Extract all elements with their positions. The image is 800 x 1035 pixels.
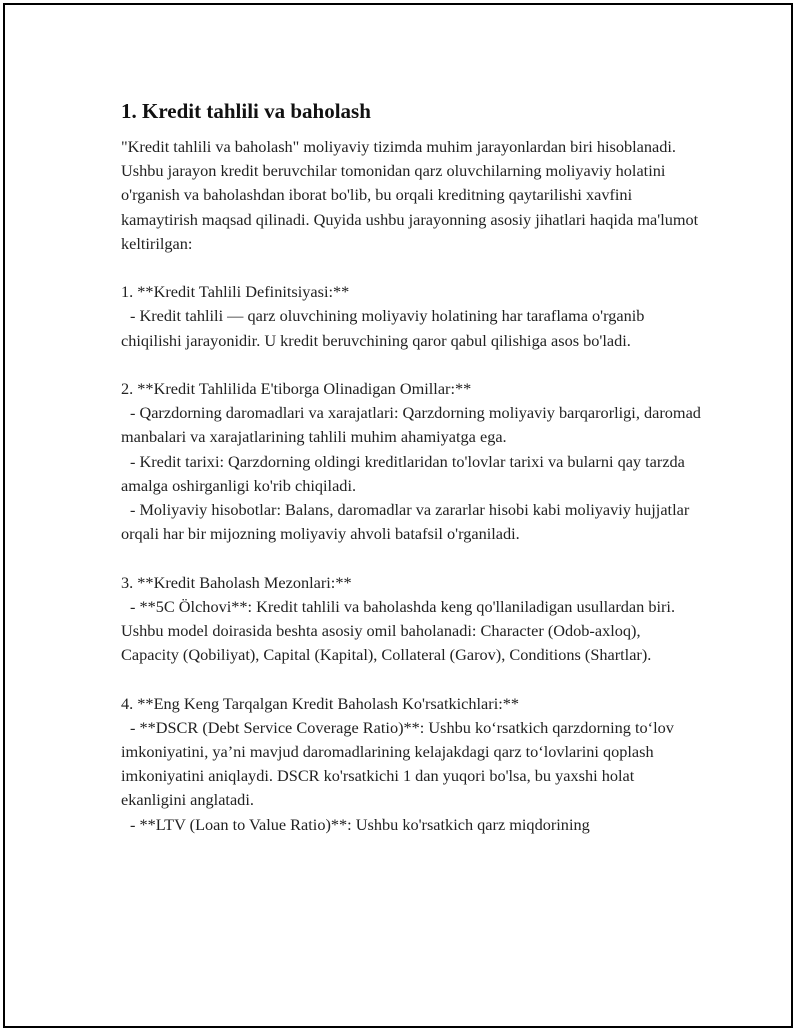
section-item: - Moliyaviy hisobotlar: Balans, daromadlar va zararlar hisobi kabi moliyaviy hujjatlar orqali har bir mijozning moliyaviy ahvoli batafsil o'rganiladi. [121, 500, 690, 544]
spacer [121, 667, 701, 691]
spacer [121, 353, 701, 377]
section-item: - **5C Ölchovi**: Kredit tahlili va baholashda keng qo'llaniladigan usullardan biri. Ushbu model doirasida beshta asosiy omil baholanadi: Character (Odob-axloq), Capacity (Qobiliyat), Capital (Kapital), Collateral (Garov), Conditions (Shartlar). [121, 596, 676, 665]
section-title: 2. **Kredit Tahlilida E'tiborga Olinadigan Omillar:** [121, 379, 472, 398]
section-item: - Kredit tahlili — qarz oluvchining moliyaviy holatining har taraflama o'rganib chiqilishi jarayonidir. U kredit beruvchining qaror qabul qilishiga asos bo'ladi. [121, 306, 645, 350]
section-item: - Qarzdorning daromadlari va xarajatlari: Qarzdorning moliyaviy barqarorligi, daromad manbalari va xarajatlarining tahlili muhim ahamiyatga ega. [121, 403, 701, 447]
section-title: 3. **Kredit Baholash Mezonlari:** [121, 572, 352, 592]
document-page [3, 3, 793, 1028]
section-item: - **LTV (Loan to Value Ratio)**: Ushbu ko'rsatkich qarz miqdorining [129, 814, 590, 834]
section-item: - Kredit tarixi: Qarzdorning oldingi kreditlaridan to'lovlar tarixi va bularni qay tarzda amalga oshirganligi ko'rib chiqiladi. [121, 451, 685, 495]
section-item: - **DSCR (Debt Service Coverage Ratio)**: Ushbu ko‘rsatkich qarzdorning to‘lov imkoniyatini, ya’ni mavjud daromadlarining kelajakdagi qarz to‘lovlarini qoplash imkoniyatini aniqlaydi. DSCR ko'rsatkichi 1 dan yuqori bo'lsa, bu yaxshi holat ekanligini anglatadi. [121, 717, 674, 810]
spacer [121, 546, 701, 570]
section-4 [121, 692, 701, 837]
intro-paragraph: "Kredit tahlili va baholash" moliyaviy tizimda muhim jarayonlardan biri hisoblanadi. Ushbu jarayon kredit beruvchilar tomonidan qarz oluvchilarning moliyaviy holatini o'rganish va baholashdan iborat bo'lib, bu orqali kreditning qaytarilishi xavfini kamaytirish maqsad qilinadi. Quyida ushbu jarayonning asosiy jihatlari haqida ma'lumot keltirilgan: [121, 137, 699, 253]
spacer [121, 256, 701, 280]
document-title: 1. Kredit tahlili va baholash [121, 99, 371, 123]
section-2 [121, 377, 701, 546]
section-1 [121, 280, 701, 353]
section-title: 1. **Kredit Tahlili Definitsiyasi:** [121, 282, 350, 302]
section-3 [121, 571, 701, 668]
section-title: 4. **Eng Keng Tarqalgan Kredit Baholash Ko'rsatkichlari:** [121, 693, 520, 713]
document-body [121, 97, 701, 837]
